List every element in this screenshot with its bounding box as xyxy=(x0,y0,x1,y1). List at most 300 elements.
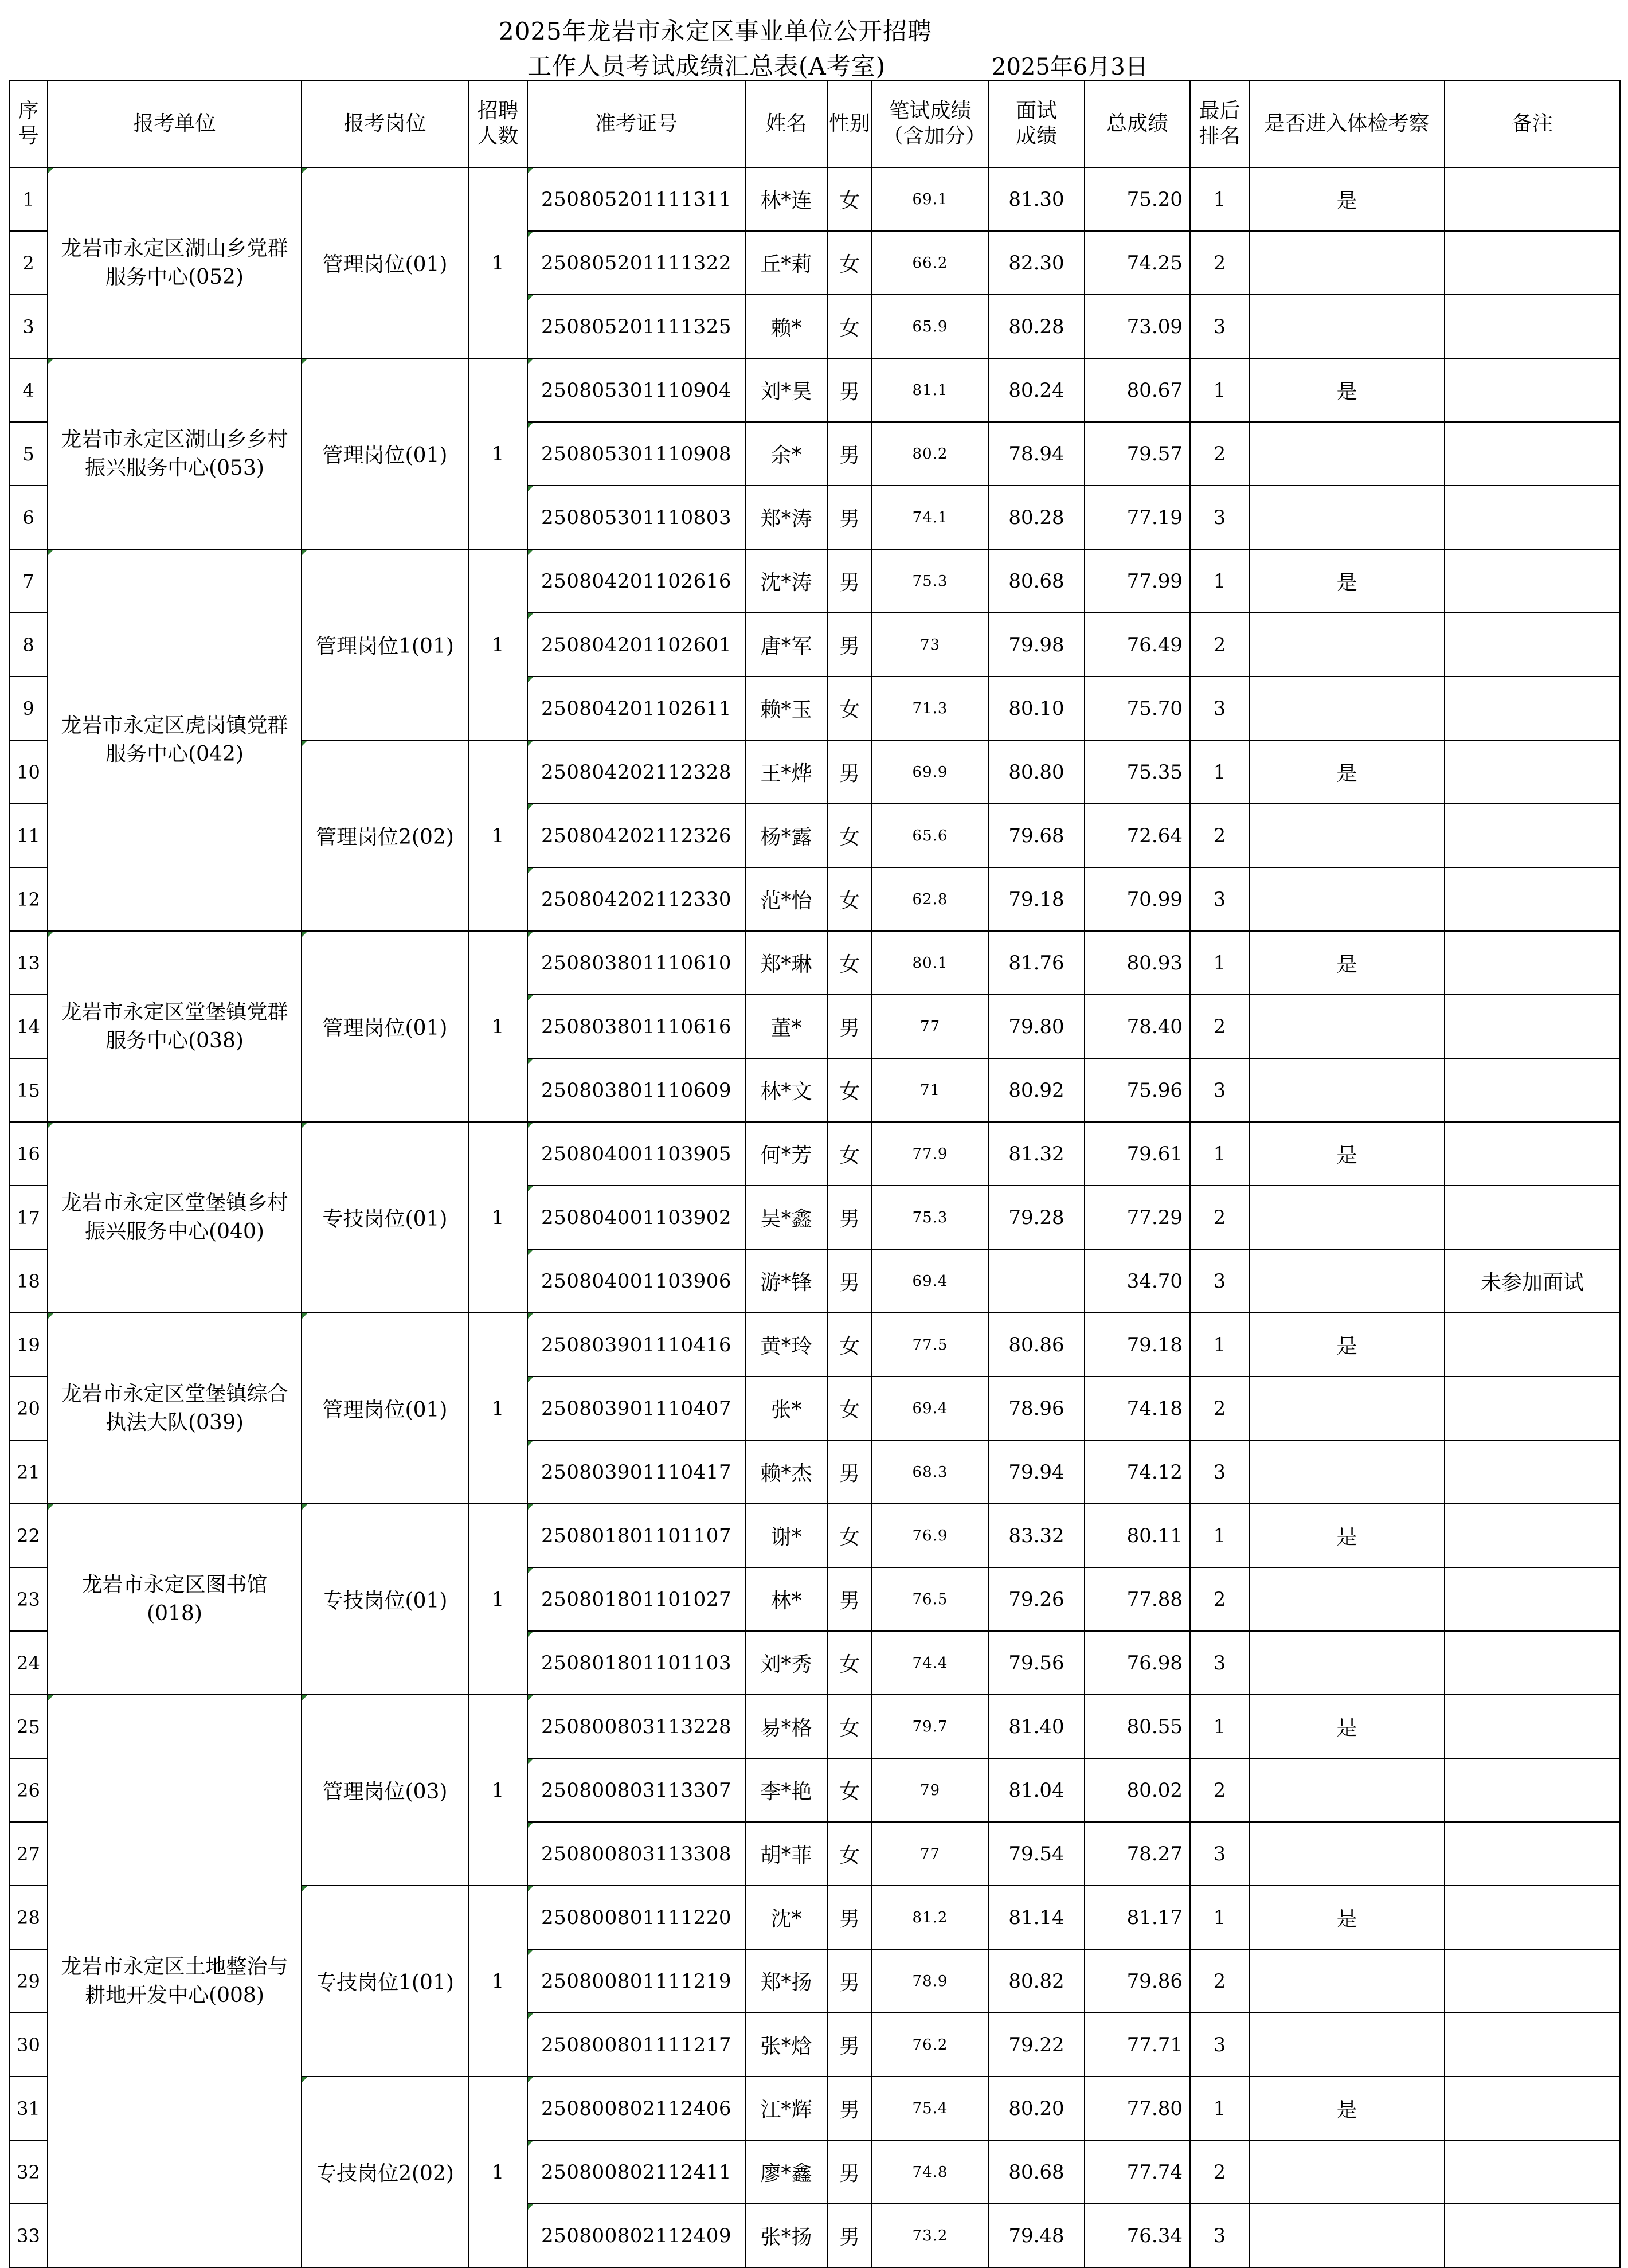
cell-sex: 女 xyxy=(827,1504,872,1567)
cell-note xyxy=(1445,613,1620,677)
cell-name: 江*辉 xyxy=(745,2077,827,2140)
cell-written: 68.3 xyxy=(872,1440,988,1504)
cell-pass xyxy=(1249,1822,1445,1886)
cell-rank: 1 xyxy=(1190,1313,1249,1377)
cell-sex: 女 xyxy=(827,677,872,740)
sheet-date: 2025年6月3日 xyxy=(992,54,1148,80)
cell-name: 范*怡 xyxy=(745,867,827,931)
cell-pass xyxy=(1249,231,1445,295)
cell-written: 77 xyxy=(872,1822,988,1886)
cell-note xyxy=(1445,2077,1620,2140)
cell-rank: 2 xyxy=(1190,231,1249,295)
cell-ticket: 250805301110803 xyxy=(527,486,745,549)
cell-seq: 22 xyxy=(9,1504,48,1567)
cell-seq: 1 xyxy=(9,167,48,231)
cell-rank: 3 xyxy=(1190,1440,1249,1504)
cell-sex: 女 xyxy=(827,1695,872,1758)
cell-ticket: 250804202112326 xyxy=(527,804,745,867)
cell-ticket: 250804001103902 xyxy=(527,1186,745,1249)
cell-note xyxy=(1445,549,1620,613)
cell-sex: 男 xyxy=(827,358,872,422)
cell-ticket: 250800802112411 xyxy=(527,2140,745,2204)
cell-seq: 2 xyxy=(9,231,48,295)
cell-note xyxy=(1445,931,1620,995)
cell-count: 1 xyxy=(468,1695,527,1886)
cell-total: 77.80 xyxy=(1085,2077,1190,2140)
cell-rank: 3 xyxy=(1190,2204,1249,2267)
cell-interview: 79.28 xyxy=(988,1186,1085,1249)
cell-total: 79.18 xyxy=(1085,1313,1190,1377)
cell-name: 赖* xyxy=(745,295,827,358)
score-sheet xyxy=(9,10,1619,2268)
cell-rank: 1 xyxy=(1190,167,1249,231)
cell-total: 76.34 xyxy=(1085,2204,1190,2267)
cell-note xyxy=(1445,486,1620,549)
cell-pass: 是 xyxy=(1249,167,1445,231)
cell-interview: 79.94 xyxy=(988,1440,1085,1504)
cell-note xyxy=(1445,2013,1620,2077)
cell-sex: 男 xyxy=(827,1440,872,1504)
cell-ticket: 250800803113228 xyxy=(527,1695,745,1758)
cell-name: 刘*昊 xyxy=(745,358,827,422)
cell-seq: 8 xyxy=(9,613,48,677)
cell-pass: 是 xyxy=(1249,740,1445,804)
cell-written: 76.2 xyxy=(872,2013,988,2077)
cell-interview: 82.30 xyxy=(988,231,1085,295)
cell-note xyxy=(1445,1186,1620,1249)
cell-ticket: 250803901110417 xyxy=(527,1440,745,1504)
cell-pass xyxy=(1249,1440,1445,1504)
cell-unit: 龙岩市永定区堂堡镇党群服务中心(038) xyxy=(48,931,302,1122)
cell-ticket: 250804202112328 xyxy=(527,740,745,804)
cell-pass xyxy=(1249,422,1445,486)
cell-count: 1 xyxy=(468,740,527,931)
cell-interview: 81.40 xyxy=(988,1695,1085,1758)
cell-total: 76.98 xyxy=(1085,1631,1190,1695)
cell-interview: 79.26 xyxy=(988,1567,1085,1631)
cell-note xyxy=(1445,995,1620,1058)
cell-written: 69.1 xyxy=(872,167,988,231)
cell-rank: 2 xyxy=(1190,1949,1249,2013)
cell-seq: 33 xyxy=(9,2204,48,2267)
cell-unit: 龙岩市永定区堂堡镇综合执法大队(039) xyxy=(48,1313,302,1504)
cell-total: 79.57 xyxy=(1085,422,1190,486)
cell-seq: 14 xyxy=(9,995,48,1058)
cell-note xyxy=(1445,1377,1620,1440)
cell-note xyxy=(1445,1886,1620,1949)
cell-pass xyxy=(1249,1377,1445,1440)
cell-rank: 2 xyxy=(1190,995,1249,1058)
cell-interview: 83.32 xyxy=(988,1504,1085,1567)
cell-note xyxy=(1445,2204,1620,2267)
cell-ticket: 250801801101107 xyxy=(527,1504,745,1567)
cell-sex: 男 xyxy=(827,740,872,804)
cell-pass xyxy=(1249,295,1445,358)
cell-note xyxy=(1445,1058,1620,1122)
cell-ticket: 250805201111322 xyxy=(527,231,745,295)
cell-count: 1 xyxy=(468,1122,527,1313)
cell-rank: 3 xyxy=(1190,1631,1249,1695)
cell-note xyxy=(1445,295,1620,358)
cell-rank: 3 xyxy=(1190,1822,1249,1886)
cell-seq: 12 xyxy=(9,867,48,931)
cell-sex: 男 xyxy=(827,2077,872,2140)
cell-sex: 男 xyxy=(827,1567,872,1631)
cell-pass xyxy=(1249,1567,1445,1631)
cell-name: 何*芳 xyxy=(745,1122,827,1186)
header-total: 总成绩 xyxy=(1085,80,1190,167)
header-unit: 报考单位 xyxy=(48,80,302,167)
cell-total: 77.29 xyxy=(1085,1186,1190,1249)
cell-written: 74.4 xyxy=(872,1631,988,1695)
cell-seq: 30 xyxy=(9,2013,48,2077)
table-row xyxy=(9,358,1620,422)
cell-seq: 7 xyxy=(9,549,48,613)
cell-post: 专技岗位1(01) xyxy=(302,1886,468,2077)
cell-name: 余* xyxy=(745,422,827,486)
cell-sex: 女 xyxy=(827,1058,872,1122)
cell-seq: 27 xyxy=(9,1822,48,1886)
cell-total: 72.64 xyxy=(1085,804,1190,867)
cell-interview: 80.10 xyxy=(988,677,1085,740)
table-row xyxy=(9,1313,1620,1377)
cell-total: 74.12 xyxy=(1085,1440,1190,1504)
cell-ticket: 250803801110609 xyxy=(527,1058,745,1122)
cell-ticket: 250800802112406 xyxy=(527,2077,745,2140)
cell-sex: 男 xyxy=(827,995,872,1058)
cell-name: 林*连 xyxy=(745,167,827,231)
cell-written: 73.2 xyxy=(872,2204,988,2267)
cell-written: 69.9 xyxy=(872,740,988,804)
cell-pass xyxy=(1249,995,1445,1058)
cell-pass: 是 xyxy=(1249,1313,1445,1377)
cell-seq: 17 xyxy=(9,1186,48,1249)
cell-pass: 是 xyxy=(1249,549,1445,613)
cell-count: 1 xyxy=(468,167,527,358)
cell-ticket: 250804001103906 xyxy=(527,1249,745,1313)
cell-ticket: 250804201102616 xyxy=(527,549,745,613)
cell-name: 沈*涛 xyxy=(745,549,827,613)
sheet-title-line2: 工作人员考试成绩汇总表(A考室) xyxy=(527,52,886,80)
cell-note xyxy=(1445,740,1620,804)
cell-unit: 龙岩市永定区湖山乡乡村振兴服务中心(053) xyxy=(48,358,302,549)
cell-written: 69.4 xyxy=(872,1377,988,1440)
cell-seq: 13 xyxy=(9,931,48,995)
cell-sex: 男 xyxy=(827,613,872,677)
cell-rank: 2 xyxy=(1190,613,1249,677)
cell-sex: 男 xyxy=(827,422,872,486)
cell-rank: 2 xyxy=(1190,1567,1249,1631)
cell-post: 管理岗位1(01) xyxy=(302,549,468,740)
cell-seq: 20 xyxy=(9,1377,48,1440)
cell-pass xyxy=(1249,2140,1445,2204)
cell-rank: 1 xyxy=(1190,931,1249,995)
cell-total: 70.99 xyxy=(1085,867,1190,931)
cell-name: 林* xyxy=(745,1567,827,1631)
cell-sex: 女 xyxy=(827,1822,872,1886)
header-written: 笔试成绩（含加分） xyxy=(872,80,988,167)
cell-sex: 女 xyxy=(827,1758,872,1822)
cell-total: 80.55 xyxy=(1085,1695,1190,1758)
cell-total: 81.17 xyxy=(1085,1886,1190,1949)
cell-interview: 79.80 xyxy=(988,995,1085,1058)
cell-total: 79.86 xyxy=(1085,1949,1190,2013)
cell-count: 1 xyxy=(468,358,527,549)
cell-rank: 2 xyxy=(1190,1758,1249,1822)
cell-pass: 是 xyxy=(1249,931,1445,995)
cell-total: 77.99 xyxy=(1085,549,1190,613)
cell-sex: 女 xyxy=(827,931,872,995)
cell-interview: 80.28 xyxy=(988,295,1085,358)
cell-note xyxy=(1445,1313,1620,1377)
table-row xyxy=(9,1504,1620,1567)
table-row xyxy=(9,549,1620,613)
cell-rank: 2 xyxy=(1190,1377,1249,1440)
cell-written: 75.3 xyxy=(872,1186,988,1249)
cell-rank: 1 xyxy=(1190,2077,1249,2140)
cell-sex: 女 xyxy=(827,1122,872,1186)
cell-written: 81.1 xyxy=(872,358,988,422)
cell-written: 79.7 xyxy=(872,1695,988,1758)
cell-written: 74.1 xyxy=(872,486,988,549)
cell-total: 80.11 xyxy=(1085,1504,1190,1567)
cell-sex: 男 xyxy=(827,549,872,613)
cell-name: 郑*琳 xyxy=(745,931,827,995)
cell-rank: 3 xyxy=(1190,1058,1249,1122)
cell-rank: 1 xyxy=(1190,740,1249,804)
cell-seq: 21 xyxy=(9,1440,48,1504)
cell-pass: 是 xyxy=(1249,1504,1445,1567)
cell-rank: 1 xyxy=(1190,1122,1249,1186)
cell-pass xyxy=(1249,1758,1445,1822)
cell-post: 专技岗位2(02) xyxy=(302,2077,468,2267)
cell-sex: 男 xyxy=(827,1886,872,1949)
cell-rank: 3 xyxy=(1190,1249,1249,1313)
header-pass: 是否进入体检考察 xyxy=(1249,80,1445,167)
sheet-title-line1: 2025年龙岩市永定区事业单位公开招聘 xyxy=(499,17,932,45)
cell-written: 74.8 xyxy=(872,2140,988,2204)
header-interview: 面试成绩 xyxy=(988,80,1085,167)
cell-rank: 2 xyxy=(1190,2140,1249,2204)
cell-interview: 78.94 xyxy=(988,422,1085,486)
cell-note xyxy=(1445,2140,1620,2204)
cell-name: 郑*扬 xyxy=(745,1949,827,2013)
cell-pass: 是 xyxy=(1249,1122,1445,1186)
cell-written: 78.9 xyxy=(872,1949,988,2013)
cell-total: 75.70 xyxy=(1085,677,1190,740)
score-table xyxy=(9,80,1621,2268)
cell-interview: 80.24 xyxy=(988,358,1085,422)
cell-written: 77.9 xyxy=(872,1122,988,1186)
cell-total: 80.67 xyxy=(1085,358,1190,422)
cell-total: 78.27 xyxy=(1085,1822,1190,1886)
cell-ticket: 250805301110908 xyxy=(527,422,745,486)
cell-note xyxy=(1445,1631,1620,1695)
cell-pass xyxy=(1249,1249,1445,1313)
cell-total: 74.25 xyxy=(1085,231,1190,295)
cell-name: 李*艳 xyxy=(745,1758,827,1822)
cell-note xyxy=(1445,1949,1620,2013)
cell-interview: 81.14 xyxy=(988,1886,1085,1949)
cell-interview: 80.92 xyxy=(988,1058,1085,1122)
cell-rank: 1 xyxy=(1190,358,1249,422)
header-ticket: 准考证号 xyxy=(527,80,745,167)
cell-rank: 2 xyxy=(1190,804,1249,867)
cell-note xyxy=(1445,167,1620,231)
header-name: 姓名 xyxy=(745,80,827,167)
cell-note xyxy=(1445,1440,1620,1504)
cell-post: 管理岗位(03) xyxy=(302,1695,468,1886)
cell-name: 张*焓 xyxy=(745,2013,827,2077)
cell-rank: 3 xyxy=(1190,2013,1249,2077)
cell-pass xyxy=(1249,2204,1445,2267)
cell-ticket: 250804001103905 xyxy=(527,1122,745,1186)
cell-seq: 28 xyxy=(9,1886,48,1949)
cell-written: 80.2 xyxy=(872,422,988,486)
cell-pass xyxy=(1249,2013,1445,2077)
cell-written: 71.3 xyxy=(872,677,988,740)
cell-seq: 6 xyxy=(9,486,48,549)
cell-rank: 1 xyxy=(1190,1886,1249,1949)
cell-name: 张* xyxy=(745,1377,827,1440)
header-post: 报考岗位 xyxy=(302,80,468,167)
cell-written: 76.5 xyxy=(872,1567,988,1631)
cell-seq: 23 xyxy=(9,1567,48,1631)
cell-ticket: 250800803113307 xyxy=(527,1758,745,1822)
cell-rank: 1 xyxy=(1190,549,1249,613)
cell-post: 管理岗位(01) xyxy=(302,1313,468,1504)
cell-note xyxy=(1445,1504,1620,1567)
cell-ticket: 250800802112409 xyxy=(527,2204,745,2267)
cell-ticket: 250800801111219 xyxy=(527,1949,745,2013)
cell-written: 81.2 xyxy=(872,1886,988,1949)
cell-pass xyxy=(1249,677,1445,740)
cell-pass: 是 xyxy=(1249,1695,1445,1758)
cell-note xyxy=(1445,358,1620,422)
cell-total: 77.19 xyxy=(1085,486,1190,549)
header-sex: 性别 xyxy=(827,80,872,167)
cell-sex: 女 xyxy=(827,295,872,358)
cell-ticket: 250804201102601 xyxy=(527,613,745,677)
cell-total: 76.49 xyxy=(1085,613,1190,677)
cell-seq: 3 xyxy=(9,295,48,358)
title-row-2 xyxy=(9,45,1619,80)
cell-name: 唐*军 xyxy=(745,613,827,677)
cell-total: 75.20 xyxy=(1085,167,1190,231)
cell-pass: 是 xyxy=(1249,1886,1445,1949)
cell-pass xyxy=(1249,613,1445,677)
cell-rank: 1 xyxy=(1190,1695,1249,1758)
cell-note xyxy=(1445,1695,1620,1758)
cell-seq: 31 xyxy=(9,2077,48,2140)
table-row xyxy=(9,1122,1620,1186)
cell-seq: 10 xyxy=(9,740,48,804)
cell-written: 80.1 xyxy=(872,931,988,995)
cell-interview: 78.96 xyxy=(988,1377,1085,1440)
cell-ticket: 250803901110407 xyxy=(527,1377,745,1440)
cell-interview: 79.18 xyxy=(988,867,1085,931)
cell-ticket: 250803801110616 xyxy=(527,995,745,1058)
cell-note xyxy=(1445,1122,1620,1186)
table-row xyxy=(9,1695,1620,1758)
cell-sex: 女 xyxy=(827,167,872,231)
cell-written: 77 xyxy=(872,995,988,1058)
cell-count: 1 xyxy=(468,1313,527,1504)
cell-written: 75.4 xyxy=(872,2077,988,2140)
cell-name: 游*锋 xyxy=(745,1249,827,1313)
cell-sex: 男 xyxy=(827,2013,872,2077)
cell-name: 王*烨 xyxy=(745,740,827,804)
cell-rank: 3 xyxy=(1190,867,1249,931)
cell-pass xyxy=(1249,1058,1445,1122)
cell-count: 1 xyxy=(468,2077,527,2267)
cell-note xyxy=(1445,231,1620,295)
cell-pass: 是 xyxy=(1249,358,1445,422)
cell-interview: 80.82 xyxy=(988,1949,1085,2013)
cell-unit: 龙岩市永定区图书馆(018) xyxy=(48,1504,302,1695)
cell-written: 66.2 xyxy=(872,231,988,295)
cell-seq: 11 xyxy=(9,804,48,867)
cell-interview: 80.86 xyxy=(988,1313,1085,1377)
cell-ticket: 250803801110610 xyxy=(527,931,745,995)
cell-written: 75.3 xyxy=(872,549,988,613)
cell-interview: 79.98 xyxy=(988,613,1085,677)
cell-post: 专技岗位(01) xyxy=(302,1122,468,1313)
cell-interview: 81.76 xyxy=(988,931,1085,995)
cell-pass xyxy=(1249,804,1445,867)
cell-post: 管理岗位(01) xyxy=(302,167,468,358)
cell-ticket: 250800801111220 xyxy=(527,1886,745,1949)
cell-interview: 79.22 xyxy=(988,2013,1085,2077)
cell-total: 77.88 xyxy=(1085,1567,1190,1631)
cell-pass xyxy=(1249,1186,1445,1249)
cell-count: 1 xyxy=(468,931,527,1122)
cell-written: 77.5 xyxy=(872,1313,988,1377)
cell-sex: 女 xyxy=(827,867,872,931)
cell-ticket: 250803901110416 xyxy=(527,1313,745,1377)
cell-seq: 9 xyxy=(9,677,48,740)
cell-written: 65.6 xyxy=(872,804,988,867)
cell-interview: 79.56 xyxy=(988,1631,1085,1695)
cell-name: 张*扬 xyxy=(745,2204,827,2267)
cell-sex: 女 xyxy=(827,1313,872,1377)
cell-unit: 龙岩市永定区湖山乡党群服务中心(052) xyxy=(48,167,302,358)
cell-post: 管理岗位(01) xyxy=(302,358,468,549)
cell-note xyxy=(1445,422,1620,486)
cell-ticket: 250800801111217 xyxy=(527,2013,745,2077)
cell-ticket: 250801801101027 xyxy=(527,1567,745,1631)
cell-ticket: 250800803113308 xyxy=(527,1822,745,1886)
cell-name: 赖*玉 xyxy=(745,677,827,740)
cell-seq: 16 xyxy=(9,1122,48,1186)
cell-sex: 女 xyxy=(827,231,872,295)
cell-seq: 15 xyxy=(9,1058,48,1122)
cell-name: 沈* xyxy=(745,1886,827,1949)
cell-count: 1 xyxy=(468,1504,527,1695)
header-count: 招聘人数 xyxy=(468,80,527,167)
cell-sex: 男 xyxy=(827,1249,872,1313)
cell-interview: 80.20 xyxy=(988,2077,1085,2140)
table-row xyxy=(9,931,1620,995)
cell-seq: 24 xyxy=(9,1631,48,1695)
cell-written: 73 xyxy=(872,613,988,677)
cell-unit: 龙岩市永定区虎岗镇党群服务中心(042) xyxy=(48,549,302,931)
cell-written: 62.8 xyxy=(872,867,988,931)
header-rank: 最后排名 xyxy=(1190,80,1249,167)
cell-post: 专技岗位(01) xyxy=(302,1504,468,1695)
cell-total: 80.02 xyxy=(1085,1758,1190,1822)
cell-interview: 79.68 xyxy=(988,804,1085,867)
